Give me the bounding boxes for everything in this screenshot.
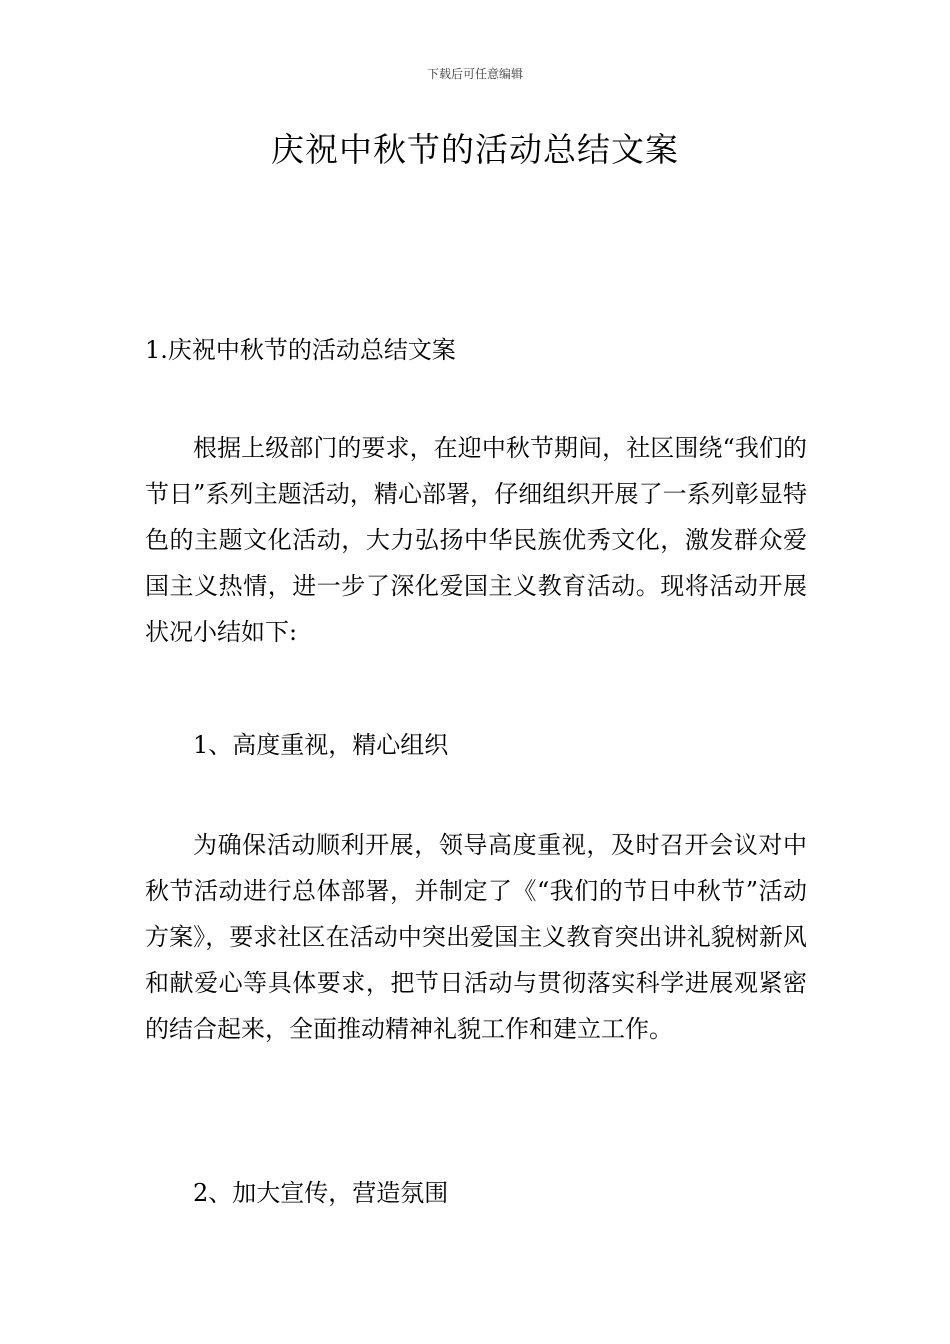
document-title: 庆祝中秋节的活动总结文案 <box>271 130 679 169</box>
point-1-body: 为确保活动顺利开展，领导高度重视，及时召开会议对中秋节活动进行总体部署，并制定了《“我们的节日中秋节”活动方案》，要求社区在活动中突出爱国主义教育突出讲礼貌树新风和献爱心等具体要求，把节日活动与贯彻落实科学进展观紧密的结合起来，全面推动精神礼貌工作和建立工作。 <box>145 831 807 1043</box>
section-heading: 1.庆祝中秋节的活动总结文案 <box>145 336 456 364</box>
point-2-title: 2、加大宣传，营造氛围 <box>193 1179 449 1207</box>
point-1-title: 1、高度重视，精心组织 <box>193 731 449 759</box>
intro-paragraph: 根据上级部门的要求，在迎中秋节期间，社区围绕“我们的节日”系列主题活动，精心部署，仔细组织开展了一系列彰显特色的主题文化活动，大力弘扬中华民族优秀文化，激发群众爱国主义热情，进一步了深化爱国主义教育活动。现将活动开展状况小结如下: <box>145 434 807 646</box>
header-note: 下载后可任意编辑 <box>426 67 523 81</box>
